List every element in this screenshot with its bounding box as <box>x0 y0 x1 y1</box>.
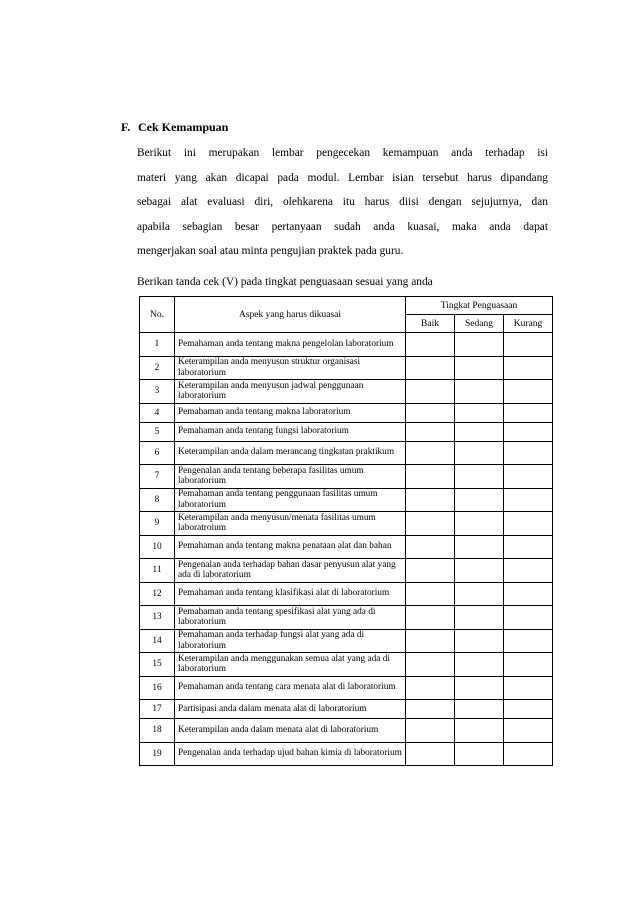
self-check-table <box>139 296 553 766</box>
paragraph-line: Berikut ini merupakan lembar pengecekan kemampuan anda terhadap isi <box>137 147 548 159</box>
check-cell-sedang[interactable] <box>455 333 504 357</box>
check-cell-sedang[interactable] <box>455 535 504 559</box>
table-row <box>140 512 553 536</box>
row-number: 2 <box>140 356 175 380</box>
row-aspect: Keterampilan anda menyusun/menata fasilitas umum laboratroium <box>175 512 406 536</box>
check-cell-baik[interactable] <box>406 653 455 677</box>
paragraph-line: sebagai alat evaluasi diri, olehkarena itu harus diisi dengan sejujurnya, dan <box>137 196 548 208</box>
table-row <box>140 559 553 583</box>
table-row <box>140 465 553 489</box>
row-number: 3 <box>140 380 175 404</box>
table-row <box>140 441 553 465</box>
header-aspect: Aspek yang harus dikuasai <box>175 297 406 333</box>
row-aspect: Partisipasi anda dalam menata alat di laboratorium <box>175 700 406 719</box>
check-cell-baik[interactable] <box>406 606 455 630</box>
row-number: 13 <box>140 606 175 630</box>
row-number: 7 <box>140 465 175 489</box>
row-aspect: Pemahaman anda tentang cara menata alat di laboratorium <box>175 676 406 700</box>
row-aspect: Pemahaman anda tentang spesifikasi alat yang ada di laboratorium <box>175 606 406 630</box>
row-number: 16 <box>140 676 175 700</box>
section-heading <box>121 120 228 135</box>
table-header-row <box>140 297 553 315</box>
row-number: 4 <box>140 403 175 422</box>
check-cell-baik[interactable] <box>406 441 455 465</box>
check-cell-sedang[interactable] <box>455 559 504 583</box>
row-number: 6 <box>140 441 175 465</box>
check-cell-kurang[interactable] <box>504 535 553 559</box>
paragraph-line: mengerjakan soal atau minta pengujian praktek pada guru. <box>137 245 404 257</box>
table-row <box>140 403 553 422</box>
check-cell-baik[interactable] <box>406 512 455 536</box>
row-number: 14 <box>140 629 175 653</box>
check-cell-baik[interactable] <box>406 629 455 653</box>
check-cell-kurang[interactable] <box>504 380 553 404</box>
header-sedang: Sedang <box>455 315 504 333</box>
table-row <box>140 606 553 630</box>
instruction-text: Berikan tanda cek (V) pada tingkat penguasaan sesuai yang anda <box>137 276 433 288</box>
table-row <box>140 535 553 559</box>
row-number: 8 <box>140 488 175 512</box>
row-aspect: Pengenalan anda tentang beberapa fasilitas umum laboratorium <box>175 465 406 489</box>
table-row <box>140 629 553 653</box>
row-aspect: Pengenalan anda terhadap ujud bahan kimia di laboratorium <box>175 742 406 766</box>
header-no: No. <box>140 297 175 333</box>
check-cell-sedang[interactable] <box>455 465 504 489</box>
check-cell-kurang[interactable] <box>504 512 553 536</box>
header-kurang: Kurang <box>504 315 553 333</box>
check-cell-baik[interactable] <box>406 403 455 422</box>
check-cell-baik[interactable] <box>406 356 455 380</box>
row-aspect: Keterampilan anda menyusun jadwal penggunaan laboratorium <box>175 380 406 404</box>
section-title: Cek Kemampuan <box>138 120 229 134</box>
row-aspect: Pemahaman anda tentang makna pengelolan laboratorium <box>175 333 406 357</box>
row-number: 11 <box>140 559 175 583</box>
check-cell-sedang[interactable] <box>455 719 504 743</box>
check-cell-sedang[interactable] <box>455 441 504 465</box>
row-aspect: Pemahaman anda tentang klasifikasi alat di laboratorium <box>175 582 406 606</box>
row-number: 17 <box>140 700 175 719</box>
check-cell-kurang[interactable] <box>504 465 553 489</box>
check-cell-kurang[interactable] <box>504 606 553 630</box>
check-cell-kurang[interactable] <box>504 676 553 700</box>
row-aspect: Keterampilan anda menggunakan semua alat yang ada di laboratorium <box>175 653 406 677</box>
check-cell-baik[interactable] <box>406 535 455 559</box>
check-cell-baik[interactable] <box>406 380 455 404</box>
row-number: 19 <box>140 742 175 766</box>
header-baik: Baik <box>406 315 455 333</box>
check-cell-sedang[interactable] <box>455 403 504 422</box>
table-row <box>140 582 553 606</box>
check-cell-baik[interactable] <box>406 719 455 743</box>
row-aspect: Keterampilan anda dalam merancang tingkatan praktikum <box>175 441 406 465</box>
check-cell-sedang[interactable] <box>455 356 504 380</box>
check-cell-kurang[interactable] <box>504 700 553 719</box>
check-cell-baik[interactable] <box>406 465 455 489</box>
check-cell-sedang[interactable] <box>455 742 504 766</box>
check-cell-sedang[interactable] <box>455 422 504 441</box>
check-cell-baik[interactable] <box>406 582 455 606</box>
check-cell-kurang[interactable] <box>504 559 553 583</box>
check-cell-sedang[interactable] <box>455 676 504 700</box>
table-row <box>140 719 553 743</box>
check-cell-baik[interactable] <box>406 333 455 357</box>
row-number: 15 <box>140 653 175 677</box>
check-cell-kurang[interactable] <box>504 422 553 441</box>
check-cell-baik[interactable] <box>406 742 455 766</box>
row-aspect: Pemahaman anda tentang penggunaan fasilitas umum laboratorium <box>175 488 406 512</box>
row-number: 10 <box>140 535 175 559</box>
table-row <box>140 356 553 380</box>
section-letter: F. <box>121 120 131 134</box>
check-cell-kurang[interactable] <box>504 356 553 380</box>
row-aspect: Keterampilan anda dalam menata alat di laboratorium <box>175 719 406 743</box>
row-aspect: Pemahaman anda tentang makna laboratorium <box>175 403 406 422</box>
check-cell-kurang[interactable] <box>504 333 553 357</box>
row-number: 9 <box>140 512 175 536</box>
check-cell-baik[interactable] <box>406 700 455 719</box>
table-row <box>140 653 553 677</box>
table-row <box>140 742 553 766</box>
check-cell-baik[interactable] <box>406 676 455 700</box>
check-cell-baik[interactable] <box>406 488 455 512</box>
check-cell-sedang[interactable] <box>455 700 504 719</box>
check-cell-sedang[interactable] <box>455 582 504 606</box>
check-cell-sedang[interactable] <box>455 380 504 404</box>
check-cell-kurang[interactable] <box>504 488 553 512</box>
row-number: 1 <box>140 333 175 357</box>
check-cell-baik[interactable] <box>406 422 455 441</box>
row-aspect: Pemahaman anda tentang fungsi laboratorium <box>175 422 406 441</box>
table-row <box>140 488 553 512</box>
row-aspect: Keterampilan anda menyusun struktur organisasi laboratorium <box>175 356 406 380</box>
check-cell-sedang[interactable] <box>455 653 504 677</box>
check-cell-kurang[interactable] <box>504 629 553 653</box>
row-aspect: Pemahaman anda terhadap fungsi alat yang ada di laboratorium <box>175 629 406 653</box>
intro-paragraph <box>137 141 548 264</box>
check-cell-sedang[interactable] <box>455 488 504 512</box>
check-cell-kurang[interactable] <box>504 403 553 422</box>
check-cell-sedang[interactable] <box>455 606 504 630</box>
check-cell-kurang[interactable] <box>504 582 553 606</box>
check-cell-sedang[interactable] <box>455 512 504 536</box>
header-level: Tingkat Penguasaan <box>406 297 553 315</box>
table-row <box>140 676 553 700</box>
row-aspect: Pengenalan anda terhadap bahan dasar penyusun alat yang ada di laboratorium <box>175 559 406 583</box>
check-cell-kurang[interactable] <box>504 441 553 465</box>
check-cell-kurang[interactable] <box>504 653 553 677</box>
row-number: 18 <box>140 719 175 743</box>
check-cell-baik[interactable] <box>406 559 455 583</box>
check-cell-sedang[interactable] <box>455 629 504 653</box>
table-row <box>140 333 553 357</box>
table-row <box>140 380 553 404</box>
paragraph-line: materi yang akan dicapai pada modul. Lembar isian tersebut harus dipandang <box>137 171 548 184</box>
check-cell-kurang[interactable] <box>504 719 553 743</box>
table-row <box>140 422 553 441</box>
check-cell-kurang[interactable] <box>504 742 553 766</box>
paragraph-line: apabila sebagian besar pertanyaan sudah anda kuasai, maka anda dapat <box>137 220 548 233</box>
table-row <box>140 700 553 719</box>
row-number: 5 <box>140 422 175 441</box>
row-number: 12 <box>140 582 175 606</box>
row-aspect: Pemahaman anda tentang makna penataan alat dan bahan <box>175 535 406 559</box>
